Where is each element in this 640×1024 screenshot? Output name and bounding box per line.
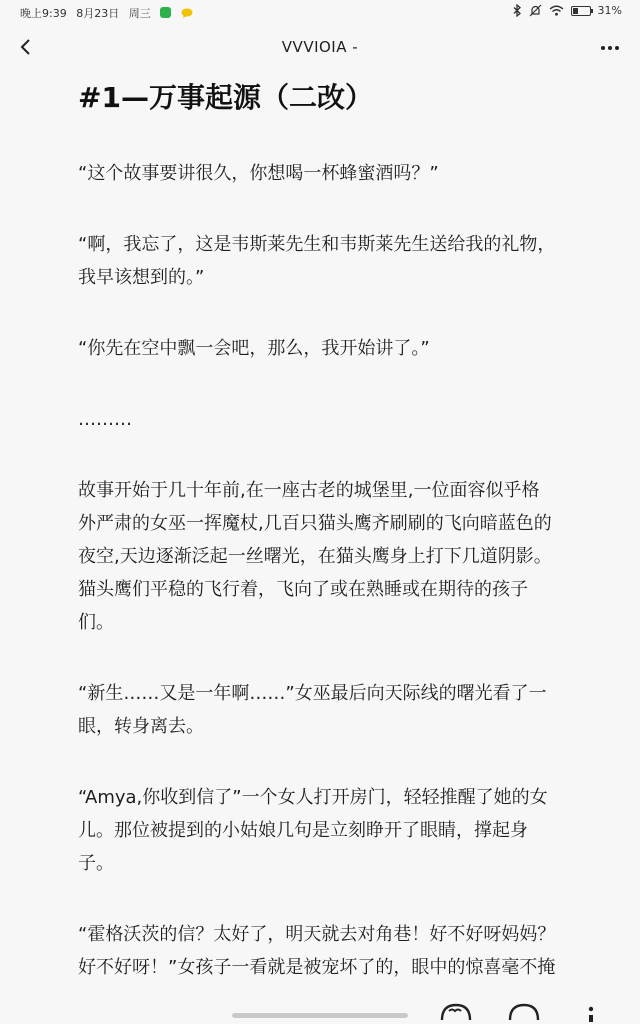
paragraph: ………: [78, 409, 132, 430]
more-vertical-icon[interactable]: [584, 1002, 598, 1022]
bottom-toolbar: [0, 994, 640, 1024]
article: [78, 72, 608, 984]
status-right: [513, 4, 622, 17]
article-title: #1—万事起源（二改）: [78, 81, 373, 114]
paragraph: “你先在空中飘一会吧，那么，我开始讲了。”: [78, 338, 430, 359]
status-weekday: 周三: [128, 7, 151, 20]
status-date: 8月23日: [76, 7, 120, 20]
paragraph: “Amya,你收到信了”一个女人打开房门，轻轻推醒了她的女 儿。那位被提到的小姑娘几句是立刻睁开了眼睛，撑起身 子。: [78, 787, 548, 874]
paragraph: “这个故事要讲很久，你想喝一杯蜂蜜酒吗？”: [78, 163, 439, 184]
status-time: 晚上9:39: [20, 7, 67, 20]
status-bar: [0, 0, 640, 24]
status-left: [20, 5, 193, 21]
battery-fill: [573, 8, 578, 14]
paragraph: “霍格沃茨的信？太好了，明天就去对角巷！好不好呀妈妈？ 好不好呀！”女孩子一看就是被宠坏了的，眼中的惊喜毫不掩: [78, 924, 556, 978]
more-options-icon: [598, 36, 622, 60]
paragraph: “啊，我忘了，这是韦斯莱先生和韦斯莱先生送给我的礼物， 我早该想到的。”: [78, 234, 556, 288]
paragraph: 故事开始于几十年前,在一座古老的城堡里,一位面容似乎格 外严肃的女巫一挥魔杖,几百只猫头鹰齐刷刷的飞向暗蓝色的 夜空,天边逐渐泛起一丝曙光，在猫头鹰身上打下几道阴影。 猫头鹰们平稳的飞行着，飞向了或在熟睡或在期待的孩子 们。: [78, 480, 552, 633]
comments-icon[interactable]: [440, 1002, 472, 1022]
wifi-icon: [549, 5, 564, 16]
paragraph: “新生……又是一年啊……”女巫最后向天际线的曙光看了一 眼，转身离去。: [78, 683, 547, 737]
nav-bar: [0, 28, 640, 68]
wechat-icon: [160, 7, 171, 18]
battery-percent: 31%: [597, 4, 622, 17]
mute-icon: [529, 4, 542, 17]
like-icon[interactable]: [508, 1002, 540, 1022]
home-indicator[interactable]: [232, 1013, 408, 1018]
more-options-button[interactable]: [598, 36, 622, 60]
chat-bubble-icon: [181, 8, 193, 18]
battery-icon: [571, 6, 591, 16]
nav-title: VVVIOIA -: [281, 38, 359, 56]
bluetooth-icon: [513, 4, 522, 17]
